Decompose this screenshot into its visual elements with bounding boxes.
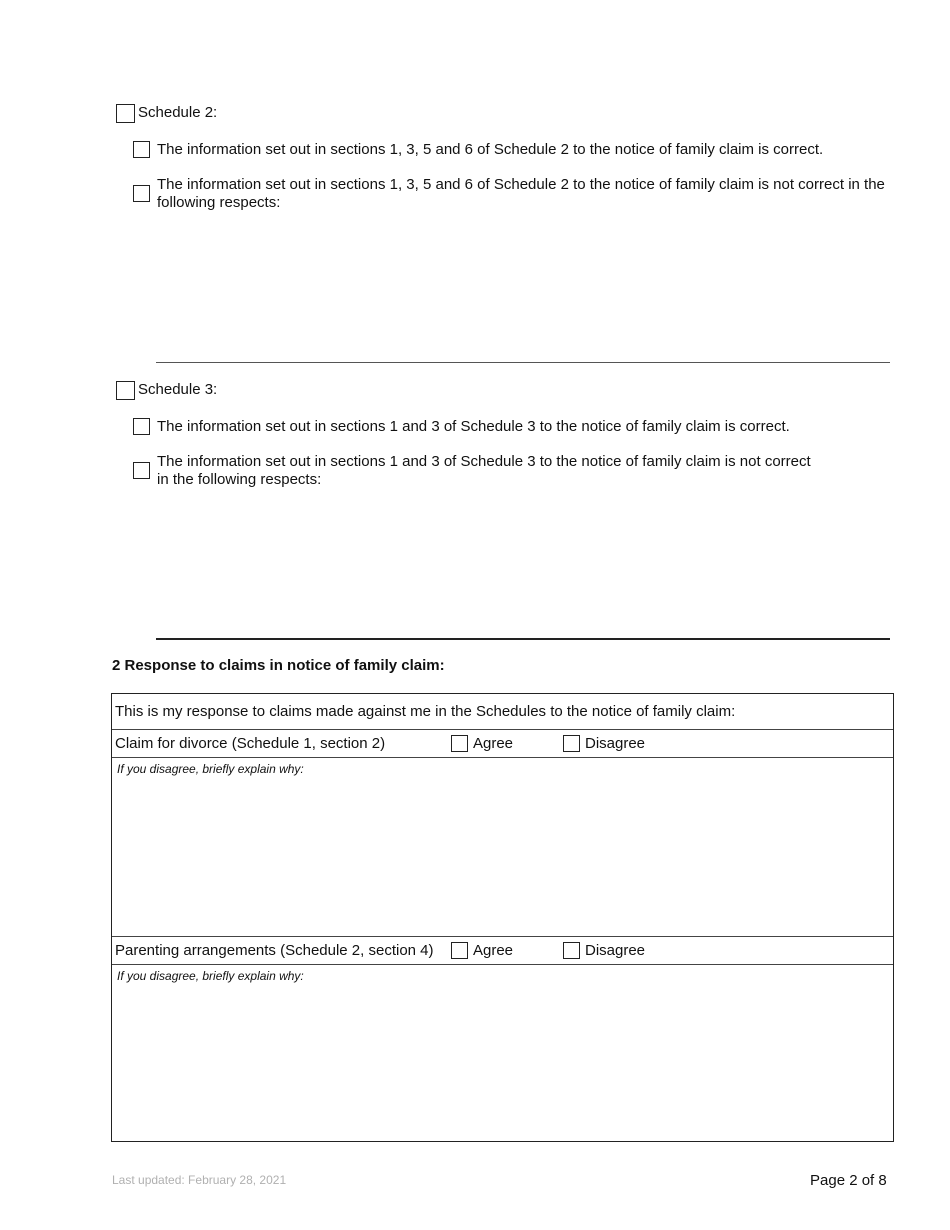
last-updated: Last updated: February 28, 2021	[112, 1173, 287, 1187]
schedule-3-correct-text: The information set out in sections 1 and 3 of Schedule 3 to the notice of family claim is correct.	[157, 418, 790, 435]
schedule-3-incorrect-text-line2: in the following respects:	[157, 471, 322, 488]
page-number: Page 2 of 8	[810, 1172, 887, 1189]
response-table	[111, 693, 894, 1142]
schedule-3-incorrect-checkbox[interactable]	[133, 462, 150, 479]
schedule-3-checkbox[interactable]	[116, 381, 135, 400]
claim-divorce-label: Claim for divorce (Schedule 1, section 2)	[115, 735, 386, 752]
claim-divorce-agree-checkbox[interactable]	[451, 735, 468, 752]
claim-parenting-disagree-checkbox[interactable]	[563, 942, 580, 959]
claim-parenting-explain-area[interactable]	[112, 965, 892, 1140]
schedule-2-response-line[interactable]	[156, 362, 890, 363]
schedule-2-incorrect-text: The information set out in sections 1, 3, 5 and 6 of Schedule 2 to the notice of family claim is not correct in the following respects:	[157, 176, 885, 211]
claim-divorce-explain-area[interactable]	[112, 758, 892, 935]
schedule-3-correct-checkbox[interactable]	[133, 418, 150, 435]
claim-divorce-disagree-checkbox[interactable]	[563, 735, 580, 752]
section-2-heading: 2 Response to claims in notice of family claim:	[112, 657, 445, 674]
table-divider	[112, 936, 893, 937]
claim-parenting-agree-checkbox[interactable]	[451, 942, 468, 959]
response-intro: This is my response to claims made against me in the Schedules to the notice of family claim:	[115, 703, 736, 720]
schedule-2-correct-checkbox[interactable]	[133, 141, 150, 158]
schedule-2-checkbox[interactable]	[116, 104, 135, 123]
schedule-2-correct-text: The information set out in sections 1, 3, 5 and 6 of Schedule 2 to the notice of family claim is correct.	[157, 141, 824, 158]
table-divider	[112, 729, 893, 730]
claim-parenting-label: Parenting arrangements (Schedule 2, section 4)	[115, 942, 434, 959]
schedule-2-incorrect-checkbox[interactable]	[133, 185, 150, 202]
schedule-2-label: Schedule 2:	[138, 104, 218, 121]
claim-parenting-explain-label: If you disagree, briefly explain why:	[117, 969, 304, 983]
schedule-3-response-line[interactable]	[156, 638, 890, 640]
claim-divorce-agree-label: Agree	[473, 735, 514, 752]
claim-parenting-disagree-label: Disagree	[585, 942, 646, 959]
claim-divorce-explain-label: If you disagree, briefly explain why:	[117, 762, 304, 776]
schedule-3-incorrect-text-line1: The information set out in sections 1 and 3 of Schedule 3 to the notice of family claim is not correct	[157, 453, 811, 470]
claim-parenting-agree-label: Agree	[473, 942, 514, 959]
claim-divorce-disagree-label: Disagree	[585, 735, 646, 752]
schedule-3-label: Schedule 3:	[138, 381, 218, 398]
